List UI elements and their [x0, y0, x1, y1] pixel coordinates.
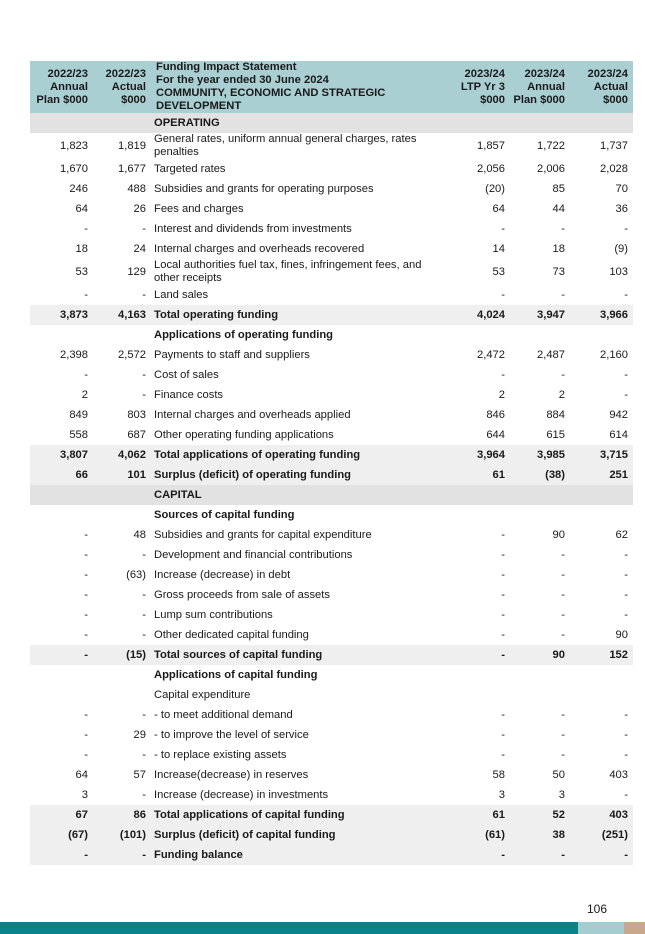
cell-plan-2023-24: 73	[552, 265, 565, 278]
cell-ltp-2023-24: (20)	[485, 182, 505, 195]
cell-description: Applications of operating funding	[154, 328, 333, 341]
cell-actual-2022-23	[93, 485, 151, 505]
cell-plan-2022-23: 1,670	[60, 162, 88, 175]
cell-plan-2023-24	[510, 325, 570, 345]
cell-actual-2023-24	[570, 113, 633, 133]
cell-description: Subsidies and grants for operating purposes	[154, 182, 374, 195]
cell-plan-2022-23: -	[84, 368, 88, 381]
cell-actual-2022-23: -	[142, 708, 146, 721]
cell-description: Increase (decrease) in debt	[154, 568, 291, 581]
cell-actual-2022-23: (15)	[93, 645, 151, 665]
table-row	[30, 239, 633, 259]
table-row	[30, 219, 633, 239]
cell-ltp-2023-24	[451, 325, 510, 345]
cell-ltp-2023-24: -	[501, 588, 505, 601]
table-row	[30, 133, 633, 159]
cell-plan-2022-23: 558	[69, 428, 88, 441]
cell-actual-2022-23	[93, 685, 151, 705]
cell-actual-2023-24	[570, 685, 633, 705]
cell-plan-2022-23: -	[84, 288, 88, 301]
cell-actual-2023-24: (9)	[614, 242, 628, 255]
cell-actual-2022-23: 488	[127, 182, 146, 195]
cell-plan-2023-24	[510, 685, 570, 705]
cell-actual-2022-23: -	[142, 368, 146, 381]
cell-actual-2022-23: -	[142, 588, 146, 601]
cell-actual-2022-23: -	[142, 628, 146, 641]
cell-actual-2023-24: 403	[609, 768, 628, 781]
table-row	[30, 585, 633, 605]
cell-actual-2023-24: 70	[615, 182, 628, 195]
footer-band-teal	[0, 922, 578, 934]
cell-actual-2023-24: 3,715	[570, 445, 633, 465]
table-row	[30, 405, 633, 425]
cell-actual-2023-24: 90	[615, 628, 628, 641]
cell-ltp-2023-24: 14	[492, 242, 505, 255]
cell-actual-2023-24: 614	[609, 428, 628, 441]
footer-band-light	[578, 922, 624, 934]
cell-actual-2022-23	[93, 665, 151, 685]
cell-plan-2023-24: 44	[552, 202, 565, 215]
cell-actual-2022-23: 26	[133, 202, 146, 215]
statement-activity: COMMUNITY, ECONOMIC AND STRATEGIC DEVELOPMENT	[156, 87, 386, 112]
cell-plan-2022-23	[30, 485, 93, 505]
table-row	[30, 565, 633, 585]
cell-actual-2023-24: -	[624, 368, 628, 381]
cell-description: Other operating funding applications	[154, 428, 334, 441]
footer-band-tan	[624, 922, 645, 934]
table-row	[30, 259, 633, 285]
cell-actual-2023-24: -	[624, 608, 628, 621]
cell-plan-2023-24: 52	[510, 805, 570, 825]
cell-actual-2023-24	[570, 505, 633, 525]
cell-actual-2022-23: (63)	[126, 568, 146, 581]
cell-plan-2023-24	[510, 665, 570, 685]
cell-plan-2022-23	[30, 665, 93, 685]
cell-description: Internal charges and overheads applied	[154, 408, 351, 421]
cell-plan-2023-24: -	[561, 222, 565, 235]
cell-ltp-2023-24: 53	[492, 265, 505, 278]
table-row	[30, 365, 633, 385]
cell-plan-2023-24: 18	[552, 242, 565, 255]
cell-actual-2023-24: -	[624, 788, 628, 801]
cell-plan-2022-23: 53	[75, 265, 88, 278]
cell-actual-2023-24	[570, 485, 633, 505]
table-row	[30, 545, 633, 565]
cell-actual-2022-23: 57	[133, 768, 146, 781]
cell-plan-2023-24: -	[561, 728, 565, 741]
cell-description: Total operating funding	[151, 305, 451, 325]
cell-description: - to improve the level of service	[154, 728, 309, 741]
cell-plan-2023-24: 2	[558, 388, 565, 401]
cell-plan-2022-23: -	[84, 608, 88, 621]
cell-description: Surplus (deficit) of capital funding	[151, 825, 451, 845]
cell-plan-2022-23: 3,807	[30, 445, 93, 465]
cell-ltp-2023-24: -	[501, 222, 505, 235]
cell-actual-2022-23: 4,062	[93, 445, 151, 465]
cell-plan-2023-24	[510, 505, 570, 525]
table-row	[30, 705, 633, 725]
table-row	[30, 199, 633, 219]
total-row	[30, 305, 633, 325]
cell-plan-2023-24: 2,487	[537, 348, 565, 361]
cell-plan-2022-23: 246	[69, 182, 88, 195]
cell-ltp-2023-24: 58	[492, 768, 505, 781]
cell-actual-2022-23	[93, 113, 151, 133]
cell-description: - to replace existing assets	[154, 748, 287, 761]
cell-actual-2023-24: -	[624, 588, 628, 601]
cell-plan-2022-23: -	[84, 548, 88, 561]
cell-description: Lump sum contributions	[154, 608, 273, 621]
cell-plan-2023-24: 1,722	[537, 139, 565, 152]
cell-description: Subsidies and grants for capital expenditure	[154, 528, 372, 541]
cell-plan-2023-24: 38	[510, 825, 570, 845]
statement-period: For the year ended 30 June 2024	[156, 74, 329, 86]
cell-description: General rates, uniform annual general charges, rates penalties	[154, 133, 417, 158]
cell-description: Payments to staff and suppliers	[154, 348, 310, 361]
cell-plan-2022-23	[30, 325, 93, 345]
cell-plan-2023-24: -	[561, 628, 565, 641]
table-header-row	[30, 61, 633, 113]
total-row	[30, 445, 633, 465]
statement-title: Funding Impact Statement	[156, 61, 297, 73]
cell-actual-2023-24: -	[570, 845, 633, 865]
cell-description: Cost of sales	[154, 368, 219, 381]
total-row	[30, 845, 633, 865]
cell-ltp-2023-24	[451, 113, 510, 133]
cell-plan-2022-23: -	[84, 728, 88, 741]
table-row	[30, 179, 633, 199]
table-row	[30, 525, 633, 545]
cell-ltp-2023-24: 64	[492, 202, 505, 215]
cell-description: Other dedicated capital funding	[154, 628, 309, 641]
cell-actual-2023-24: 36	[615, 202, 628, 215]
funding-impact-statement-table	[30, 61, 633, 865]
cell-plan-2023-24: -	[561, 708, 565, 721]
cell-plan-2023-24: -	[561, 608, 565, 621]
cell-plan-2022-23: 1,823	[60, 139, 88, 152]
cell-plan-2023-24: 3,947	[510, 305, 570, 325]
cell-plan-2022-23: 2	[81, 388, 88, 401]
cell-ltp-2023-24	[451, 665, 510, 685]
cell-actual-2023-24	[570, 665, 633, 685]
cell-ltp-2023-24: 61	[451, 465, 510, 485]
table-row	[30, 425, 633, 445]
cell-ltp-2023-24: -	[501, 708, 505, 721]
cell-ltp-2023-24: 644	[486, 428, 505, 441]
cell-description: Total sources of capital funding	[151, 645, 451, 665]
cell-plan-2022-23	[30, 505, 93, 525]
cell-actual-2022-23: 2,572	[118, 348, 146, 361]
cell-actual-2022-23: 29	[133, 728, 146, 741]
cell-actual-2023-24: -	[624, 288, 628, 301]
table-row	[30, 765, 633, 785]
header-2022-23-actual: 2022/23 Actual $000	[93, 61, 151, 113]
cell-actual-2023-24	[570, 325, 633, 345]
cell-actual-2022-23: 4,163	[93, 305, 151, 325]
cell-description: Internal charges and overheads recovered	[154, 242, 365, 255]
cell-ltp-2023-24: 4,024	[451, 305, 510, 325]
cell-actual-2023-24: 1,737	[600, 139, 628, 152]
cell-actual-2022-23	[93, 505, 151, 525]
cell-ltp-2023-24: 846	[486, 408, 505, 421]
cell-plan-2022-23: 3	[81, 788, 88, 801]
cell-ltp-2023-24	[451, 485, 510, 505]
cell-ltp-2023-24: 3,964	[451, 445, 510, 465]
cell-description: - to meet additional demand	[154, 708, 293, 721]
header-description	[151, 61, 451, 113]
cell-actual-2022-23: 86	[93, 805, 151, 825]
table-row	[30, 159, 633, 179]
cell-ltp-2023-24: -	[501, 728, 505, 741]
cell-description: Applications of capital funding	[154, 668, 318, 681]
cell-plan-2022-23: 66	[30, 465, 93, 485]
cell-plan-2022-23: 2,398	[60, 348, 88, 361]
cell-actual-2022-23: -	[142, 788, 146, 801]
table-row	[30, 785, 633, 805]
table-row	[30, 625, 633, 645]
cell-ltp-2023-24: 2	[498, 388, 505, 401]
cell-actual-2023-24: -	[624, 728, 628, 741]
cell-description: OPERATING	[151, 113, 451, 133]
cell-description: Total applications of capital funding	[151, 805, 451, 825]
cell-actual-2022-23: 1,677	[118, 162, 146, 175]
cell-actual-2022-23: -	[142, 222, 146, 235]
cell-description: Increase(decrease) in reserves	[154, 768, 309, 781]
cell-plan-2023-24: -	[561, 748, 565, 761]
cell-plan-2022-23: 64	[75, 202, 88, 215]
cell-plan-2023-24: -	[561, 368, 565, 381]
table-row	[30, 345, 633, 365]
total-row	[30, 825, 633, 845]
cell-actual-2022-23: -	[142, 388, 146, 401]
cell-description: Local authorities fuel tax, fines, infringement fees, and other receipts	[154, 259, 422, 284]
cell-plan-2022-23: -	[84, 748, 88, 761]
cell-actual-2022-23: -	[142, 548, 146, 561]
cell-plan-2023-24	[510, 485, 570, 505]
header-2023-24-annual-plan: 2023/24 Annual Plan $000	[510, 61, 570, 113]
cell-plan-2023-24: -	[561, 588, 565, 601]
cell-description: Fees and charges	[154, 202, 244, 215]
cell-actual-2023-24: -	[624, 708, 628, 721]
cell-actual-2023-24: -	[624, 548, 628, 561]
cell-ltp-2023-24: -	[501, 568, 505, 581]
cell-actual-2023-24: (251)	[570, 825, 633, 845]
cell-plan-2022-23	[30, 113, 93, 133]
cell-ltp-2023-24: 1,857	[477, 139, 505, 152]
table-row	[30, 605, 633, 625]
cell-plan-2022-23: -	[84, 708, 88, 721]
cell-plan-2023-24: 90	[552, 528, 565, 541]
cell-actual-2022-23: 1,819	[118, 139, 146, 152]
cell-plan-2023-24: -	[510, 845, 570, 865]
cell-plan-2022-23	[30, 685, 93, 705]
cell-plan-2022-23: -	[30, 845, 93, 865]
cell-actual-2023-24: -	[624, 388, 628, 401]
cell-ltp-2023-24: -	[501, 608, 505, 621]
cell-ltp-2023-24: -	[501, 548, 505, 561]
cell-actual-2022-23: -	[142, 748, 146, 761]
cell-ltp-2023-24: 2,056	[477, 162, 505, 175]
cell-plan-2022-23: 18	[75, 242, 88, 255]
cell-actual-2023-24: 2,160	[600, 348, 628, 361]
table-row	[30, 745, 633, 765]
cell-actual-2022-23: 803	[127, 408, 146, 421]
cell-ltp-2023-24	[451, 505, 510, 525]
cell-ltp-2023-24: 3	[498, 788, 505, 801]
cell-actual-2023-24: -	[624, 568, 628, 581]
cell-plan-2022-23: -	[30, 645, 93, 665]
table-row	[30, 725, 633, 745]
cell-actual-2022-23: -	[142, 608, 146, 621]
cell-actual-2023-24: 251	[570, 465, 633, 485]
total-row	[30, 645, 633, 665]
cell-actual-2023-24: -	[624, 748, 628, 761]
cell-description: Total applications of operating funding	[151, 445, 451, 465]
total-row	[30, 805, 633, 825]
cell-ltp-2023-24: 61	[451, 805, 510, 825]
section-heading-row	[30, 485, 633, 505]
cell-plan-2023-24: 3,985	[510, 445, 570, 465]
total-row	[30, 465, 633, 485]
cell-description: Gross proceeds from sale of assets	[154, 588, 330, 601]
cell-ltp-2023-24: -	[451, 645, 510, 665]
cell-actual-2023-24: 403	[570, 805, 633, 825]
cell-plan-2022-23: -	[84, 588, 88, 601]
cell-description: Land sales	[154, 288, 209, 301]
label-row	[30, 685, 633, 705]
subheading-row	[30, 325, 633, 345]
cell-actual-2023-24: 2,028	[600, 162, 628, 175]
cell-description: Targeted rates	[154, 162, 226, 175]
table-body	[30, 113, 633, 865]
subheading-row	[30, 505, 633, 525]
cell-description: Capital expenditure	[154, 688, 251, 701]
cell-plan-2023-24: -	[561, 568, 565, 581]
cell-actual-2023-24: 3,966	[570, 305, 633, 325]
cell-ltp-2023-24: -	[501, 748, 505, 761]
cell-actual-2022-23: 129	[127, 265, 146, 278]
cell-actual-2023-24: 152	[570, 645, 633, 665]
cell-actual-2022-23: -	[142, 288, 146, 301]
cell-actual-2023-24: 942	[609, 408, 628, 421]
cell-actual-2022-23: 101	[93, 465, 151, 485]
cell-description: Sources of capital funding	[154, 508, 295, 521]
cell-plan-2022-23: -	[84, 628, 88, 641]
section-heading-row	[30, 113, 633, 133]
cell-plan-2022-23: 64	[75, 768, 88, 781]
cell-actual-2022-23: -	[93, 845, 151, 865]
cell-plan-2023-24: 50	[552, 768, 565, 781]
subheading-row	[30, 665, 633, 685]
cell-actual-2023-24: -	[624, 222, 628, 235]
cell-ltp-2023-24: (61)	[451, 825, 510, 845]
table-row	[30, 285, 633, 305]
cell-plan-2022-23: -	[84, 222, 88, 235]
cell-plan-2023-24: -	[561, 288, 565, 301]
cell-actual-2023-24: 103	[609, 265, 628, 278]
cell-plan-2023-24: (38)	[510, 465, 570, 485]
cell-plan-2023-24: 90	[510, 645, 570, 665]
cell-description: Funding balance	[151, 845, 451, 865]
cell-plan-2022-23: -	[84, 568, 88, 581]
header-2022-23-annual-plan: 2022/23 Annual Plan $000	[30, 61, 93, 113]
cell-description: CAPITAL	[151, 485, 451, 505]
cell-plan-2022-23: (67)	[30, 825, 93, 845]
cell-description: Increase (decrease) in investments	[154, 788, 329, 801]
cell-description: Development and financial contributions	[154, 548, 353, 561]
cell-plan-2022-23: 67	[30, 805, 93, 825]
cell-ltp-2023-24: -	[501, 368, 505, 381]
cell-description: Surplus (deficit) of operating funding	[151, 465, 451, 485]
cell-plan-2023-24: 85	[552, 182, 565, 195]
cell-actual-2022-23: 48	[133, 528, 146, 541]
page-number: 106	[586, 902, 607, 916]
cell-ltp-2023-24: -	[501, 528, 505, 541]
cell-actual-2022-23: 24	[133, 242, 146, 255]
cell-ltp-2023-24: -	[451, 845, 510, 865]
cell-plan-2022-23: 849	[69, 408, 88, 421]
cell-plan-2023-24: 615	[546, 428, 565, 441]
cell-actual-2022-23: (101)	[93, 825, 151, 845]
cell-plan-2022-23: -	[84, 528, 88, 541]
cell-ltp-2023-24	[451, 685, 510, 705]
cell-actual-2023-24: 62	[615, 528, 628, 541]
cell-ltp-2023-24: 2,472	[477, 348, 505, 361]
table-row	[30, 385, 633, 405]
cell-plan-2023-24: 2,006	[537, 162, 565, 175]
header-2023-24-actual: 2023/24 Actual $000	[570, 61, 633, 113]
cell-ltp-2023-24: -	[501, 628, 505, 641]
cell-actual-2022-23: 687	[127, 428, 146, 441]
cell-plan-2023-24: 884	[546, 408, 565, 421]
cell-plan-2023-24	[510, 113, 570, 133]
cell-description: Finance costs	[154, 388, 224, 401]
cell-plan-2023-24: 3	[558, 788, 565, 801]
cell-plan-2023-24: -	[561, 548, 565, 561]
cell-actual-2022-23	[93, 325, 151, 345]
cell-plan-2022-23: 3,873	[30, 305, 93, 325]
cell-description: Interest and dividends from investments	[154, 222, 352, 235]
cell-ltp-2023-24: -	[501, 288, 505, 301]
footer-color-band	[0, 922, 645, 934]
header-2023-24-ltp-yr3: 2023/24 LTP Yr 3 $000	[451, 61, 510, 113]
